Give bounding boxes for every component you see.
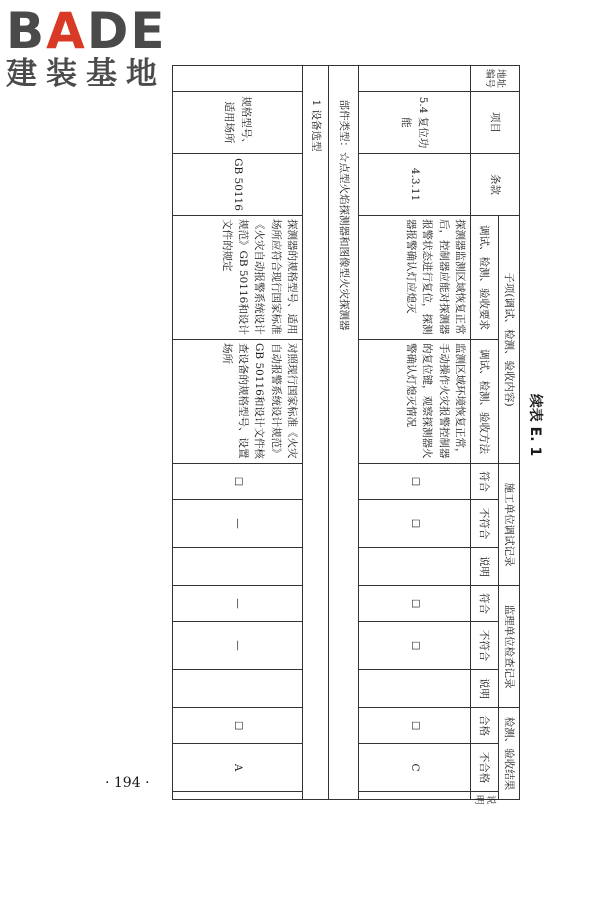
header-s-pass: 符合 (470, 586, 498, 622)
row2-r-note (172, 792, 302, 800)
row1-c-fail: ☐ (358, 500, 470, 548)
row2-s-note (172, 670, 302, 708)
row2-s-pass: — (172, 586, 302, 622)
header-clause: 条款 (470, 154, 519, 216)
row1-requirement: 探测器监测区域恢复正常后，控制器应能对探测器报警状态进行复位，探测器报警确认灯应熄灭 (358, 216, 470, 340)
row1-s-fail: ☐ (358, 622, 470, 670)
logo-accent-letter: A (46, 2, 87, 60)
part-type-address (328, 66, 358, 92)
header-s-note: 说明 (470, 670, 498, 708)
header-result: 检测、验收结果 (498, 708, 519, 800)
row2-method: 对照现行国家标准《火灾自动报警系统设计规范》GB 50116和设计文件核查设备的规格型号、设置场所 (172, 340, 302, 464)
row1-r-note (358, 792, 470, 800)
row1-s-pass: ☐ (358, 586, 470, 622)
header-c-note: 说明 (470, 548, 498, 586)
row1-item: 5.4 复位功能 (358, 92, 470, 154)
header-subitem: 子项(调试、检测、验收内容) (498, 216, 519, 464)
row1-r-unqualified: C (358, 744, 470, 792)
row2-r-unqualified: A (172, 744, 302, 792)
section-label: 1 设备选型 (302, 92, 328, 800)
header-item: 项目 (470, 92, 519, 154)
acceptance-table (172, 65, 520, 805)
row2-requirement: 探测器的规格型号、适用场所应符合现行国家标准《火灾自动报警系统设计规范》GB 50116和设计文件的规定 (172, 216, 302, 340)
row1-s-note (358, 670, 470, 708)
header-r-note: 说明 (470, 792, 498, 800)
row2-address-code (172, 66, 302, 92)
logo-wordmark: BADE (6, 2, 167, 60)
row1-r-qualified: ☐ (358, 708, 470, 744)
header-r-unqualified: 不合格 (470, 744, 498, 792)
row2-s-fail: — (172, 622, 302, 670)
row1-c-pass: ☐ (358, 464, 470, 500)
part-type-label: 部件类型：☆点型火焰探测器和图像型火灾探测器 (328, 92, 358, 800)
header-address-code: 地址编号 (470, 66, 519, 92)
section-row (302, 66, 328, 800)
page-number: · 194 · (105, 775, 150, 791)
row1-address-code (358, 66, 470, 92)
row2-c-note (172, 548, 302, 586)
header-method: 调试、检测、验收方法 (470, 340, 498, 464)
header-c-fail: 不符合 (470, 500, 498, 548)
row1-clause: 4.3.11 (358, 154, 470, 216)
logo-subtitle: 建装基地 (6, 56, 166, 92)
row2-c-pass: ☐ (172, 464, 302, 500)
table-row (358, 66, 470, 800)
section-address (302, 66, 328, 92)
row1-method: 监测区域环境恢复正常，手动操作火灾报警控制器的复位键，观察探测器火警确认灯熄灭情况 (358, 340, 470, 464)
header-requirement: 调试、检测、验收要求 (470, 216, 498, 340)
header-c-pass: 符合 (470, 464, 498, 500)
row2-clause: GB 50116 (172, 154, 302, 216)
row2-item: 规格型号、适用场所 (172, 92, 302, 154)
header-supervision: 监理单位检查记录 (498, 586, 519, 708)
header-s-fail: 不符合 (470, 622, 498, 670)
table-title: 续表 E. 1 (527, 393, 543, 457)
header-r-qualified: 合格 (470, 708, 498, 744)
row1-c-note (358, 548, 470, 586)
row2-c-fail: — (172, 500, 302, 548)
row2-r-qualified: ☐ (172, 708, 302, 744)
header-construction: 施工单位调试记录 (498, 464, 519, 586)
table-row (172, 66, 302, 800)
part-type-row (328, 66, 358, 800)
